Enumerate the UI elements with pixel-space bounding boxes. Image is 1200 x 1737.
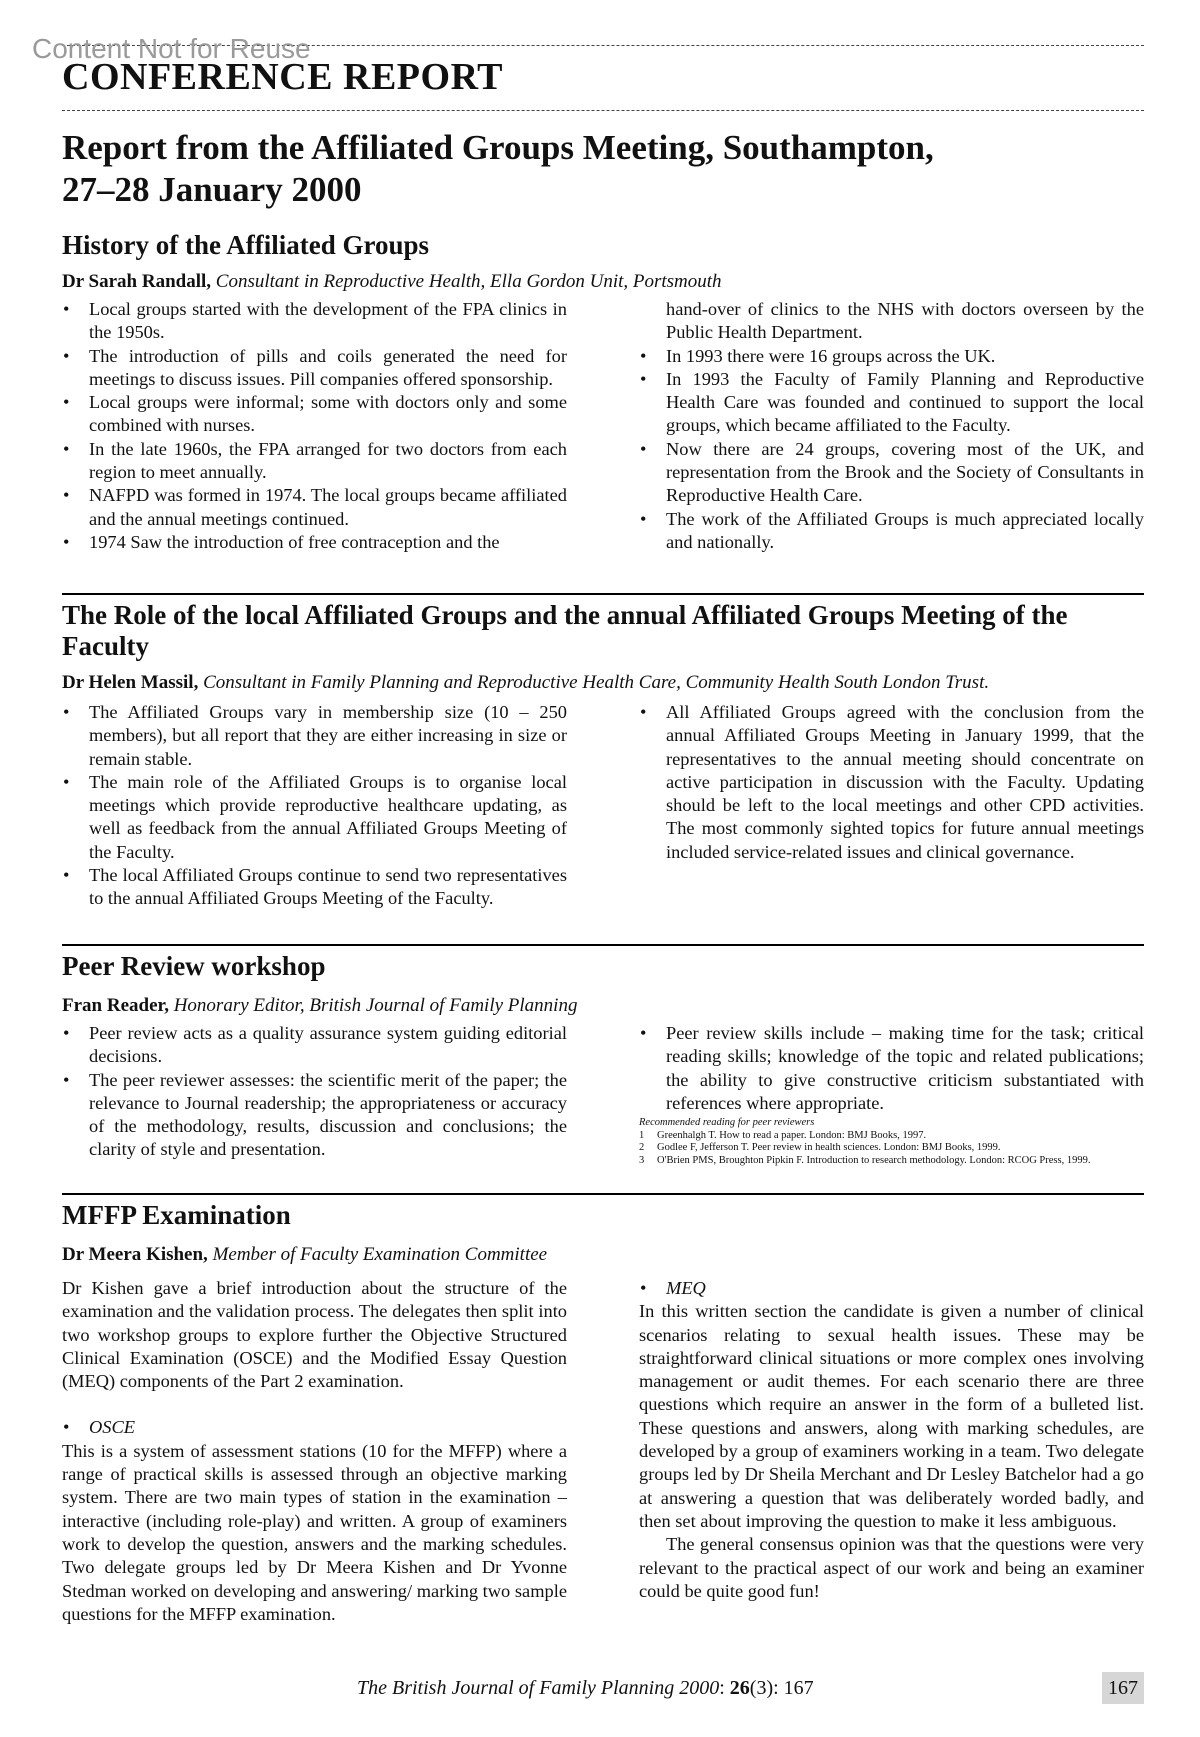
section-mffp <box>62 1193 1144 1626</box>
reference-item <box>639 1142 1144 1155</box>
osce-paragraph: This is a system of assessment stations (10 for the MFFP) where a range of practical skills is assessed through an objective marking system. There are two main types of station in the examination – interactive (including role-play) and written. A group of examiners work to develop the question, answers and the marking schedules. Two delegate groups led by Dr Meera Kishen and Dr Yvonne Stedman worked on developing and answering/ marking two sample questions for the MFFP examination. <box>62 1440 567 1624</box>
reference-number: 3 <box>639 1154 645 1166</box>
author-role: Consultant in Family Planning and Reproductive Health Care, Community Health South London Trust. <box>203 672 990 693</box>
list-item-continued: hand-over of clinics to the NHS with doctors overseen by the Public Health Department. <box>666 299 1144 343</box>
issue-pages: (3): 167 <box>749 1677 814 1699</box>
page-title-line-2: 27–28 January 2000 <box>62 170 362 209</box>
left-column <box>62 1022 567 1167</box>
section-title: MFFP Examination <box>62 1200 291 1230</box>
reference-text: Greenhalgh T. How to read a paper. London: BMJ Books, 1997. <box>657 1129 927 1141</box>
section-title: Peer Review workshop <box>62 951 326 981</box>
author-name: Dr Helen Massil, <box>62 672 199 693</box>
author-role: Consultant in Reproductive Health, Ella Gordon Unit, Portsmouth <box>215 271 722 292</box>
section-title: The Role of the local Affiliated Groups and the annual Affiliated Groups Meeting of the Faculty <box>62 600 1068 661</box>
section-author <box>62 1243 1144 1267</box>
list-item: • In 1993 the Faculty of Family Planning and Reproductive Health Care was founded and continued to support the local groups, which became affiliated to the Faculty. <box>639 368 1144 438</box>
section-author <box>62 671 1144 695</box>
page-number: 167 <box>1102 1672 1144 1704</box>
author-name: Dr Sarah Randall, <box>62 271 212 292</box>
section-history <box>62 230 1144 554</box>
list-item: • Local groups were informal; some with doctors only and some combined with nurses. <box>62 391 567 438</box>
recommended-reading <box>639 1117 1144 1167</box>
intro-paragraph: Dr Kishen gave a brief introduction about the structure of the examination and the validation process. The delegates then split into two workshop groups to explore further the Objective Structured Clinical Examination (OSCE) and the Modified Essay Question (MEQ) components of the Part 2 examination. <box>62 1278 567 1392</box>
right-column <box>639 1022 1144 1167</box>
journal-citation <box>357 1677 814 1700</box>
reference-item <box>639 1155 1144 1168</box>
left-column <box>62 701 567 911</box>
list-item: • In the late 1960s, the FPA arranged for two doctors from each region to meet annually. <box>62 438 567 485</box>
volume-number: 26 <box>729 1677 750 1699</box>
section-author <box>62 994 1144 1018</box>
section-role <box>62 593 1144 911</box>
page-title-line-1: Report from the Affiliated Groups Meeting, Southampton, <box>62 128 934 167</box>
list-item: • The peer reviewer assesses: the scientific merit of the paper; the relevance to Journal readership; the appropriateness or accuracy of the methodology, results, discussion and conclusions; the clarity of style and presentation. <box>62 1069 567 1162</box>
left-column <box>62 298 567 554</box>
list-item: • The Affiliated Groups vary in membership size (10 – 250 members), but all report that they are either increasing in size or remain stable. <box>62 701 567 771</box>
list-item: • The work of the Affiliated Groups is much appreciated locally and nationally. <box>639 508 1144 555</box>
reference-number: 1 <box>639 1129 645 1141</box>
list-item: • Now there are 24 groups, covering most of the UK, and representation from the Brook and the Society of Consultants in Reproductive Health Care. <box>639 438 1144 508</box>
section-peer-review <box>62 944 1144 1167</box>
left-column <box>62 1277 567 1626</box>
reference-text: O'Brien PMS, Broughton Pipkin F. Introduction to research methodology. London: RCOG Press, 1999. <box>657 1154 1091 1166</box>
page-title <box>62 127 1144 211</box>
reference-text: Godlee F, Jefferson T. Peer review in health sciences. London: BMJ Books, 1999. <box>657 1142 1001 1154</box>
list-item: • In 1993 there were 16 groups across the UK. <box>639 345 1144 368</box>
header-bottom-rule <box>62 110 1144 111</box>
section-author <box>62 270 1144 294</box>
author-role: Member of Faculty Examination Committee <box>212 1244 548 1265</box>
list-item: • 1974 Saw the introduction of free contraception and the <box>62 531 567 554</box>
reference-number: 2 <box>639 1142 645 1154</box>
list-item: • The main role of the Affiliated Groups is to organise local meetings which provide reproductive healthcare updating, as well as feedback from the annual Affiliated Groups Meeting of the Faculty. <box>62 771 567 864</box>
meq-heading: • MEQ <box>639 1277 1144 1300</box>
meq-paragraph: In this written section the candidate is given a number of clinical scenarios relating to sexual health issues. These may be straightforward clinical situations or more complex ones involving management or audit themes. For each scenario there are three questions which require an answer in the form of a bulleted list. These questions and answers, along with marking schedules, are developed by a group of examiners working in a team. Two delegate groups led by Dr Sheila Merchant and Dr Lesley Batchelor had a go at answering a question that was deliberately worded badly, and then set about improving the question to make it less ambiguous. <box>639 1301 1144 1531</box>
author-role: Honorary Editor, British Journal of Family Planning <box>173 995 578 1016</box>
page-footer <box>62 1672 1144 1706</box>
right-column <box>639 1277 1144 1626</box>
right-column <box>639 298 1144 554</box>
author-name: Dr Meera Kishen, <box>62 1244 208 1265</box>
section-title: History of the Affiliated Groups <box>62 230 429 260</box>
journal-name: The British Journal of Family Planning 2000 <box>357 1677 720 1699</box>
list-item: • All Affiliated Groups agreed with the conclusion from the annual Affiliated Groups Meeting in January 1999, that the representatives to the annual meeting should concentrate on active participation in discussion with the Faculty. Updating should be left to the local meetings and other CPD activities. The most commonly sighted topics for future annual meetings included service-related issues and clinical governance. <box>639 701 1144 864</box>
reference-item <box>639 1130 1144 1143</box>
citation-colon: : <box>719 1677 730 1699</box>
author-name: Fran Reader, <box>62 995 169 1016</box>
conclusion-paragraph: The general consensus opinion was that the questions were very relevant to the practical aspect of our work and being an examiner could be quite good fun! <box>639 1534 1144 1601</box>
section-label: CONFERENCE REPORT <box>62 56 504 98</box>
list-item: • Peer review acts as a quality assurance system guiding editorial decisions. <box>62 1022 567 1069</box>
list-item: • The introduction of pills and coils generated the need for meetings to discuss issues. Pill companies offered sponsorship. <box>62 345 567 392</box>
list-item: • The local Affiliated Groups continue to send two representatives to the annual Affiliated Groups Meeting of the Faculty. <box>62 864 567 911</box>
list-item: • Peer review skills include – making time for the task; critical reading skills; knowledge of the topic and related publications; the ability to give constructive criticism substantiated with references where appropriate. <box>639 1022 1144 1115</box>
watermark: Content Not for Reuse <box>32 33 311 64</box>
osce-heading: • OSCE <box>62 1416 567 1439</box>
list-item: • Local groups started with the development of the FPA clinics in the 1950s. <box>62 298 567 345</box>
list-item: • NAFPD was formed in 1974. The local groups became affiliated and the annual meetings continued. <box>62 484 567 531</box>
references-heading: Recommended reading for peer reviewers <box>639 1117 815 1129</box>
right-column <box>639 701 1144 911</box>
